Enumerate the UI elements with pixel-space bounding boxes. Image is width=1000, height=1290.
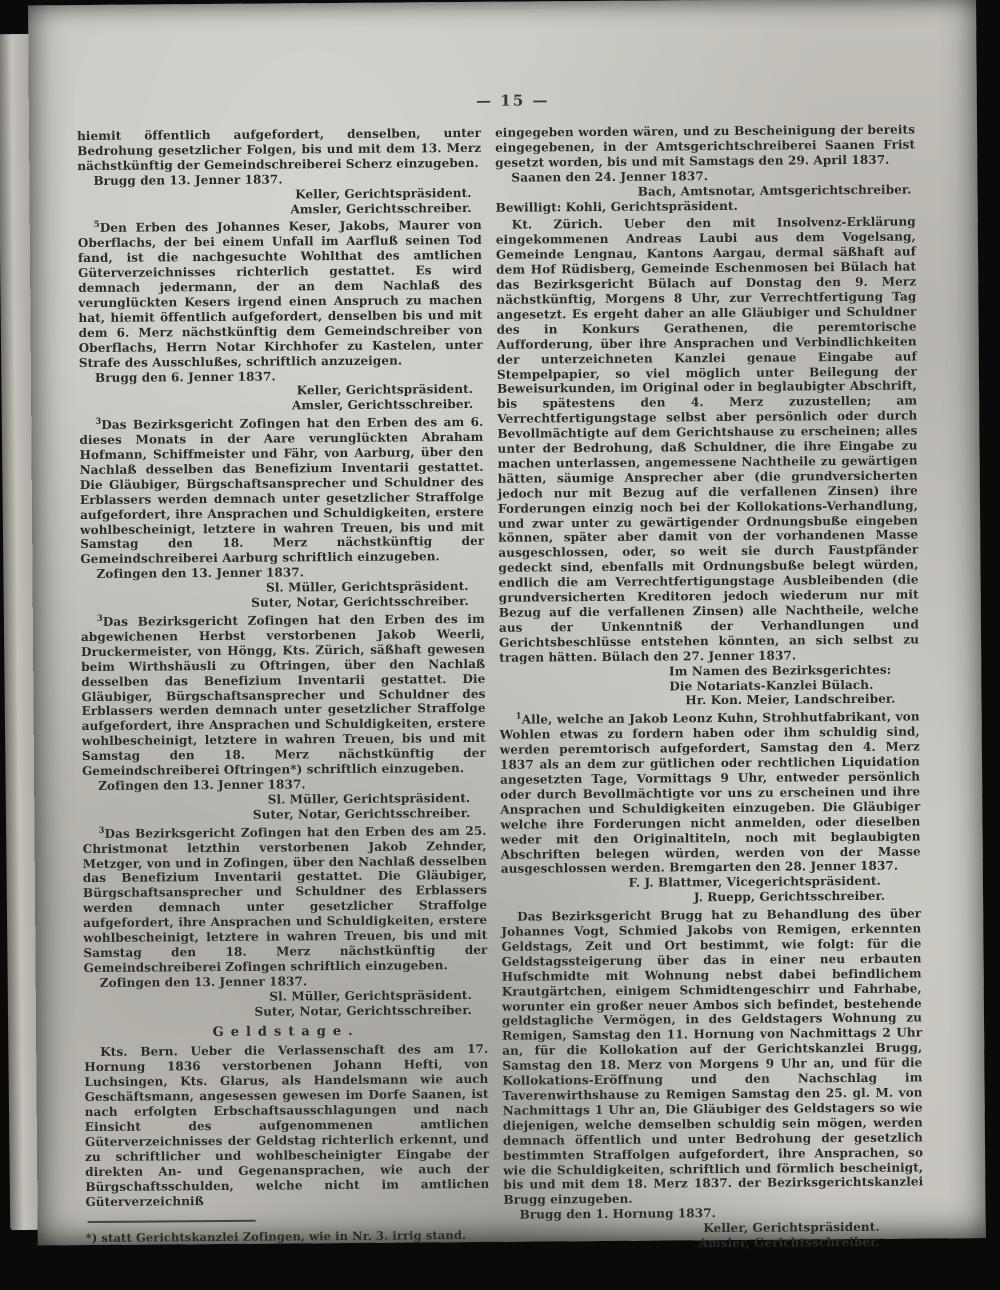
page-content xyxy=(76,12,958,1259)
signature-clerk: Amsler, Gerichtsschreiber. xyxy=(698,1234,880,1251)
notice-body xyxy=(82,824,487,976)
signature-clerk: Suter, Notar, Gerichtsschreiber. xyxy=(252,805,471,822)
issuer-line: Die Notariats-Kanzlei Bülach. xyxy=(669,677,874,693)
notice-saanen xyxy=(495,122,916,215)
signature-vicepresident: F. J. Blattmer, Vicegerichtspräsident. xyxy=(628,874,881,891)
page-number: — 15 — xyxy=(476,91,550,110)
notice-weerli xyxy=(81,612,487,824)
right-column xyxy=(495,122,924,1255)
signature-clerk: Amsler, Gerichtsschreiber. xyxy=(291,397,474,413)
notice-dateline: Zofingen den 13. Jenner 1837. xyxy=(98,777,306,793)
signature-notary: Bach, Amtsnotar, Amtsgerichtschreiber. xyxy=(637,182,912,199)
notice-vogt xyxy=(501,907,924,1253)
notice-text: Das Bezirksgericht Zofingen hat den Erben des im abgewichenen Herbst verstorbenen Jakob Weerli, Druckermeister, von Höngg, Kts. Zürich, säßhaft gewesen beim Wirthshäusli zu Oftringen, über den Nachlaß desselben das Benefizium Inventarii gestattet. Die Gläubiger, Bürgschaftsansprecher und Schuldner des Erblassers werden demnach unter gesetzlicher Straffolge aufgefordert, ihre Ansprachen und Schuldigkeiten, erstere wohlbescheinigt, letztere in wahren Treuen, bis und mit Samstag den 18. Merz nächstkünftig der Gemeindschreiberei Oftringen*) schriftlich einzugeben. xyxy=(80,611,486,779)
notice-zehnder xyxy=(82,824,488,1021)
notice-body xyxy=(79,415,484,567)
notice-text: Das Bezirksgericht Zofingen hat den Erben des am 25. Christmonat letzthin verstorbenen Jakob Zehnder, Metzger, von und in Zofingen, über den Nachlaß desselben das Benefizium Inventarii gestattet. Die Gläubiger, Bürgschaftsansprecher und Schuldner des Erblassers werden demnach unter gesetzlicher Straffolge aufgefordert, ihre Ansprachen und Schuldigkeiten, erstere wohlbescheinigt, letztere in wahren Treuen, bis und mit Samstag den 18. Merz nächstkünftig der Gemeindschreiberei Zofingen schriftlich einzugeben. xyxy=(82,823,488,975)
notice-dateline: Brugg den 6. Jenner 1837. xyxy=(94,369,276,385)
signature-clerk: Amsler, Gerichtsschreiber. xyxy=(290,200,472,216)
notice-body xyxy=(81,612,486,779)
left-column xyxy=(77,126,490,1259)
publication-count: 3 xyxy=(98,825,105,836)
notice-body: eingegeben worden wären, und zu Bescheinigung der bereits eingegebenen, in der Amtsgerichtschreiberei Saanen Frist gesetzt worden, bis und mit Samstags den 29. April 1837. xyxy=(494,122,916,170)
notice-body: hiemit öffentlich aufgefordert, denselben, unter Bedrohung gesetzlicher Folgen, bis und mit dem 13. Merz nächstkünftig der Gemeindschreiberei Scherz einzugeben. xyxy=(77,125,482,173)
notice-text: Das Bezirksgericht Zofingen hat den Erben des am 6. dieses Monats in der Aare verunglückten Abraham Hofmann, Schiffmeister und Fähr, von Aarburg, über den Nachlaß desselben das Benefizium Inventarii gestattet. Die Gläubiger, Bürgschaftsansprecher und Schuldner des Erblassers werden demnach unter gesetzlicher Straffolge aufgefordert, ihre Ansprachen und Schuldigkeiten, erstere wohlbescheinigt, letztere in wahren Treuen, bis und mit Samstag den 18. Merz nächstkünftig der Gemeindschreiberei Aarburg schriftlich einzugeben. xyxy=(79,415,485,567)
footnote: *) statt Gerichtskanzlei Zofingen, wie in Nr. 3. irrig stand. xyxy=(85,1228,467,1246)
notice-body xyxy=(500,710,921,877)
signature-clerk: Suter, Notar, Gerichtsschreiber. xyxy=(254,1002,472,1019)
publication-count: 1 xyxy=(515,711,522,722)
notice-scherz xyxy=(77,126,482,219)
notice-keser xyxy=(78,218,484,415)
notice-body: Kts. Bern. Ueber die Verlassenschaft des am 17. Hornung 1836 verstorbenen Johann Hefti, von Luchsingen, Kts. Glarus, als Handelsmann wie auch Geschäftsmann, angesessen gewesen im Dorfe Saanen, ist nach erfolgten Erbschaftsausschlagungen und nach Einsicht des aufgenommenen amtlichen Güterverzeichnisses der Geldstag richterlich erkennt, und zu schriftlicher und wohlbescheinigter Eingabe der direkten An- und Gegenansprachen, wie auch der Bürgschaftsschulden, welche nicht im amtlichen Güterverzeichniß xyxy=(84,1042,490,1209)
notice-body xyxy=(78,218,483,370)
signature-president: Sl. Müller, Gerichtspräsident. xyxy=(266,579,469,595)
signature-president: Sl. Müller, Gerichtspräsident. xyxy=(267,790,471,807)
publication-count: 3 xyxy=(95,417,102,428)
signature-clerk: Hr. Kon. Meier, Landschreiber. xyxy=(685,692,896,708)
notice-hofmann xyxy=(79,415,485,612)
geldstage-heading: Geldstage. xyxy=(212,1024,360,1041)
footnote-rule xyxy=(88,1220,256,1223)
notice-body: Das Bezirksgericht Brugg hat zu Behandlung des über Johannes Vogt, Schmied Jakobs von Remigen, erkennten Geldstags, Zeit und Ort bestimmt, wie folgt: für die Geldstagssteigerung über das in einer neu erbauten Hufschmidte mit Wohnung nebst dabei befindlichem Krautgärtchen, einigem Schmidtengeschirr und Fahrhabe, worunter ein großer neuer Ambos sich befindet, bestehende geldstagliche Vermögen, in des Geldstagers Wohnung zu Remigen, Samstag den 11. Hornung von Nachmittags 2 Uhr an, für die Kollokation auf der Gerichtskanzlei Brugg, Samstag den 18. Merz von Morgens 9 Uhr an, und für die Kollokations-Eröffnung und den Nachschlag im Taverenwirthshause zu Remigen Samstag den 25. gl. M. von Nachmittags 1 Uhr an, Die Gläubiger des Geldstagers so wie diejenigen, welche demselben schuldig sein mögen, werden demnach öffentlich und unter Bedrohung der gesetzlich bestimmten Straffolgen aufgefordert, ihre Ansprachen, so wie die Schuldigkeiten, schriftlich und förmlich bescheinigt, bis und mit dem 18. Merz 1837. der Bezirksgerichtskanzlei Brugg einzugeben. xyxy=(501,906,924,1208)
notice-body: Kt. Zürich. Ueber den mit Insolvenz-Erklärung eingekommenen Andreas Laubi aus dem Vogelsang, Gemeinde Lengnau, Kantons Aargau, dermal säßhaft auf dem Hof Rüdisberg, Gemeinde Eschenmosen bei Bülach hat das Bezirksgericht Bülach auf Donstag den 9. Merz nächstkünftig, Morgens 8 Uhr, zur Verrechtfertigung Tag angesetzt. Es ergeht daher an alle Gläubiger und Schuldner des in Konkurs Gerathenen, die peremtorische Aufforderung, über ihre Ansprachen und Verbindlichkeiten der unterzeichneten Kanzlei genaue Eingabe auf Stempelpapier, so viel möglich unter Beilegung der Beweisurkunden, im Original oder in beglaubigter Abschrift, bis spätestens den 4. Merz zuzustellen; am Verrechtfertigungstage selbst aber persönlich oder durch Bevollmächtigte auf dem Gerichtshause zu erscheinen; alles unter der Bedrohung, daß Schuldner, die ihre Eingabe zu machen unterlassen, angemessene Nachtheile zu gewärtigen hätten, säumige Ansprecher aber (die grundversicherten jedoch nur mit Bezug auf die verfallenen Zinsen) ihre Forderungen einzig noch bei der Kollokations-Verhandlung, und zwar unter zu gewärtigender Ordnungsbuße eingeben können, später aber damit von der vorhandenen Masse ausgeschlossen, oder, so weit sie durch Faustpfänder gedeckt sind, ebenfalls mit Ordnungsbuße belegt würden, endlich die am Verrechtfertigungstage Ausbleibenden (die grundversicherten Kreditoren jedoch wiederum nur mit Bezug auf die verfallenen Zinsen) alle Nachtheile, welche aus der Unkenntniß der Verhandlungen und Gerichtsbeschlüsse entstehen könnten, an sich selbst zu tragen hätten. Bülach den 27. Jenner 1837. xyxy=(495,214,920,665)
signature-president: Sl. Müller, Gerichtspräsident. xyxy=(269,987,472,1004)
issuer-line: Im Namen des Bezirksgerichtes: xyxy=(668,662,892,679)
document-page xyxy=(28,0,986,1251)
notice-text: Alle, welche an Jakob Leonz Kuhn, Strohhutfabrikant, von Wohlen etwas zu fordern haben oder ihm schuldig sind, werden peremtorisch aufgefordert, Samstag den 4. Merz 1837 als an dem zur gütlichen oder rechtlichen Liquidation angesetzten Tage, Vormittags 9 Uhr, entweder persönlich oder durch Bevollmächtigte vor uns zu erscheinen und ihre Ansprachen und Schuldigkeiten einzugeben. Die Gläubiger welche ihre Forderungen nicht anmelden, oder dieselben weder mit den Originaltiteln, noch mit beglaubigten Abschriften belegen würden, werden von der Masse ausgeschlossen werden. Bremgarten den 28. Jenner 1837. xyxy=(499,709,921,877)
notice-laubi xyxy=(496,215,920,710)
publication-count: 3 xyxy=(96,613,103,624)
signature-clerk: J. Ruepp, Gerichtsschreiber. xyxy=(693,888,886,905)
notice-dateline: Zofingen den 13. Jenner 1837. xyxy=(99,974,308,990)
signature-clerk: Suter, Notar, Gerichtsschreiber. xyxy=(251,594,469,610)
text-columns xyxy=(77,122,958,1259)
notice-text: Den Erben des Johannes Keser, Jakobs, Maurer von Oberflachs, der bei einem Unfall im Aarfluß seinen Tod fand, ist die nachgesuchte Wohlthat des amtlichen Güterverzeichnisses richterlich gestattet. Es wird demnach jedermann, der an dem Nachlaß des verunglückten Kesers irgend einen Anspruch zu machen hat, hiemit öffentlich aufgefordert, denselben bis und mit dem 6. Merz nächstkünftig dem Gemeindschreiber von Oberflachs, Herrn Notar Kirchhofer zu Kastelen, unter Strafe des Ausschlußes, schriftlich anzuzeigen. xyxy=(77,218,483,370)
notice-dateline: Saanen den 24. Jenner 1837. xyxy=(511,168,709,185)
signature-president: Keller, Gerichtspräsident. xyxy=(296,382,474,398)
notice-dateline: Brugg den 1. Hornung 1837. xyxy=(519,1206,716,1222)
approval-line: Bewilligt: Kohli, Gerichtspräsident. xyxy=(495,198,738,215)
publication-count: 5 xyxy=(93,220,100,231)
notice-dateline: Brugg den 13. Jenner 1837. xyxy=(93,172,283,188)
notice-hefti xyxy=(84,1042,489,1209)
signature-president: Keller, Gerichtspräsident. xyxy=(295,185,472,201)
notice-dateline: Zofingen den 13. Jenner 1837. xyxy=(96,565,305,582)
signature-president: Keller, Gerichtspräsident. xyxy=(703,1219,880,1236)
notice-kuhn xyxy=(500,710,922,907)
